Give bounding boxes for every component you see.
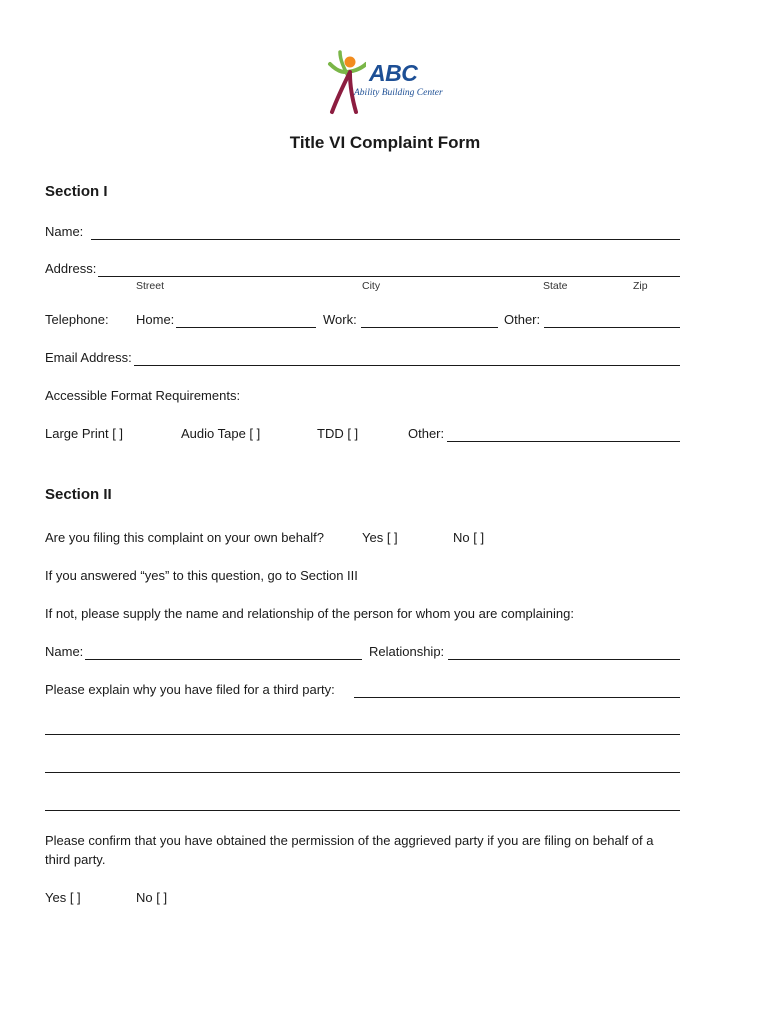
audio-tape-checkbox[interactable]: Audio Tape [ ] xyxy=(181,426,261,441)
confirm-permission-text: Please confirm that you have obtained the permission of the aggrieved party if you are filing on behalf of a xyxy=(45,833,654,848)
relationship-field[interactable] xyxy=(448,643,680,660)
home-phone-field[interactable] xyxy=(176,311,316,328)
explain-field-line-3[interactable] xyxy=(45,756,680,773)
logo-abbr: ABC xyxy=(369,60,418,86)
address-zip-label: Zip xyxy=(633,280,648,292)
work-phone-label: Work: xyxy=(323,312,357,327)
explain-field-line-1[interactable] xyxy=(354,681,680,698)
confirm-yes-checkbox[interactable]: Yes [ ] xyxy=(45,890,81,905)
telephone-label: Telephone: xyxy=(45,312,109,327)
own-behalf-no-checkbox[interactable]: No [ ] xyxy=(453,530,485,545)
if-yes-instruction: If you answered “yes” to this question, go to Section III xyxy=(45,568,358,583)
other-phone-field[interactable] xyxy=(544,311,680,328)
third-party-name-label: Name: xyxy=(45,644,84,659)
accessible-format-label: Accessible Format Requirements: xyxy=(45,388,241,403)
name-field[interactable] xyxy=(91,223,680,240)
work-phone-field[interactable] xyxy=(361,311,498,328)
address-label: Address: xyxy=(45,261,97,276)
explain-label: Please explain why you have filed for a third party: xyxy=(45,682,335,697)
relationship-label: Relationship: xyxy=(369,644,445,659)
confirm-permission-text-cont: third party. xyxy=(45,852,106,867)
large-print-checkbox[interactable]: Large Print [ ] xyxy=(45,426,124,441)
home-phone-label: Home: xyxy=(136,312,175,327)
format-other-field[interactable] xyxy=(447,425,680,442)
logo-name: Ability Building Center xyxy=(354,88,443,98)
logo xyxy=(326,50,446,116)
explain-field-line-2[interactable] xyxy=(45,718,680,735)
if-not-instruction: If not, please supply the name and relationship of the person for whom you are complaining: xyxy=(45,606,574,621)
tdd-checkbox[interactable]: TDD [ ] xyxy=(317,426,359,441)
address-field[interactable] xyxy=(98,260,680,277)
section-2-heading: Section II xyxy=(45,486,112,503)
section-1-heading: Section I xyxy=(45,183,108,200)
name-label: Name: xyxy=(45,224,84,239)
third-party-name-field[interactable] xyxy=(85,643,362,660)
address-street-label: Street xyxy=(136,280,165,292)
email-field[interactable] xyxy=(134,349,680,366)
other-phone-label: Other: xyxy=(504,312,541,327)
logo-figure-icon xyxy=(326,50,366,116)
explain-field-line-4[interactable] xyxy=(45,794,680,811)
own-behalf-question: Are you filing this complaint on your own behalf? xyxy=(45,530,324,545)
own-behalf-yes-checkbox[interactable]: Yes [ ] xyxy=(362,530,398,545)
format-other-label: Other: xyxy=(408,426,445,441)
address-state-label: State xyxy=(543,280,568,292)
address-city-label: City xyxy=(362,280,381,292)
confirm-no-checkbox[interactable]: No [ ] xyxy=(136,890,168,905)
email-label: Email Address: xyxy=(45,350,132,365)
page-title: Title VI Complaint Form xyxy=(289,133,481,152)
